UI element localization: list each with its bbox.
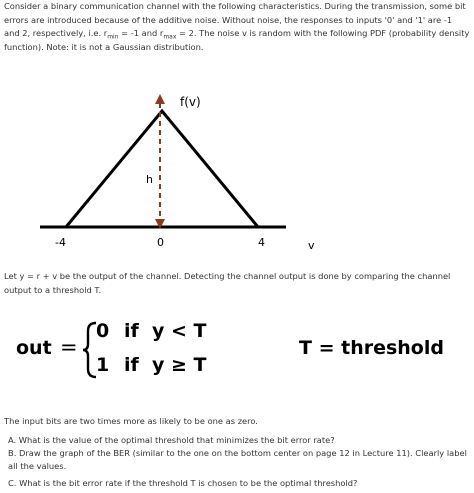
question-a: A. What is the value of the optimal threshold that minimizes the bit error rate? (8, 435, 335, 445)
threshold-definition: T = threshold (299, 337, 444, 359)
arrow-up-icon (155, 94, 165, 104)
eq-out: out (16, 337, 52, 359)
f-label: f(v) (180, 95, 201, 109)
eq-equals: = (60, 335, 78, 359)
row0-condition: y < T (152, 320, 207, 342)
h-label: h (146, 173, 153, 186)
prior-paragraph: The input bits are two times more as likely to be one as zero. (4, 416, 258, 426)
question-b: B. Draw the graph of the BER (similar to the one on the bottom center on page 12 in Lecture 11). Clearly label all the values. (8, 448, 467, 471)
decision-equation (0, 315, 474, 385)
rmax-subscript: max (163, 33, 177, 41)
intro-tail: = 2. The noise v is random with the following PDF (probability density function). Note: it is not a Gaussian distribution. (4, 28, 470, 52)
intro-text: Consider a binary communication channel with the following characteristics. During the transmission, some bit errors are introduced because of the additive noise. Without noise, the responses to inputs '0' and '1' are -1 and 2, respectively, i.e. r (4, 1, 466, 38)
row1-value: 1 (96, 354, 110, 376)
question-c: C. What is the bit error rate if the threshold T is chosen to be the optimal threshold? (8, 478, 358, 488)
v-label: v (308, 239, 315, 252)
tick-4: 4 (258, 236, 265, 249)
pdf-triangle (66, 111, 258, 227)
tick-0: 0 (157, 236, 164, 249)
detection-paragraph: Let y = r + v be the output of the channel. Detecting the channel output is done by comparing the channel output to a threshold T. (4, 271, 451, 295)
row1-if: if (124, 354, 139, 376)
row0-if: if (124, 320, 139, 342)
row0-value: 0 (96, 320, 110, 342)
row1-condition: y ≥ T (152, 354, 207, 376)
rmin-equation: = -1 and r (118, 28, 164, 38)
rmin-subscript: min (107, 33, 119, 41)
tick-neg4: -4 (55, 236, 66, 249)
